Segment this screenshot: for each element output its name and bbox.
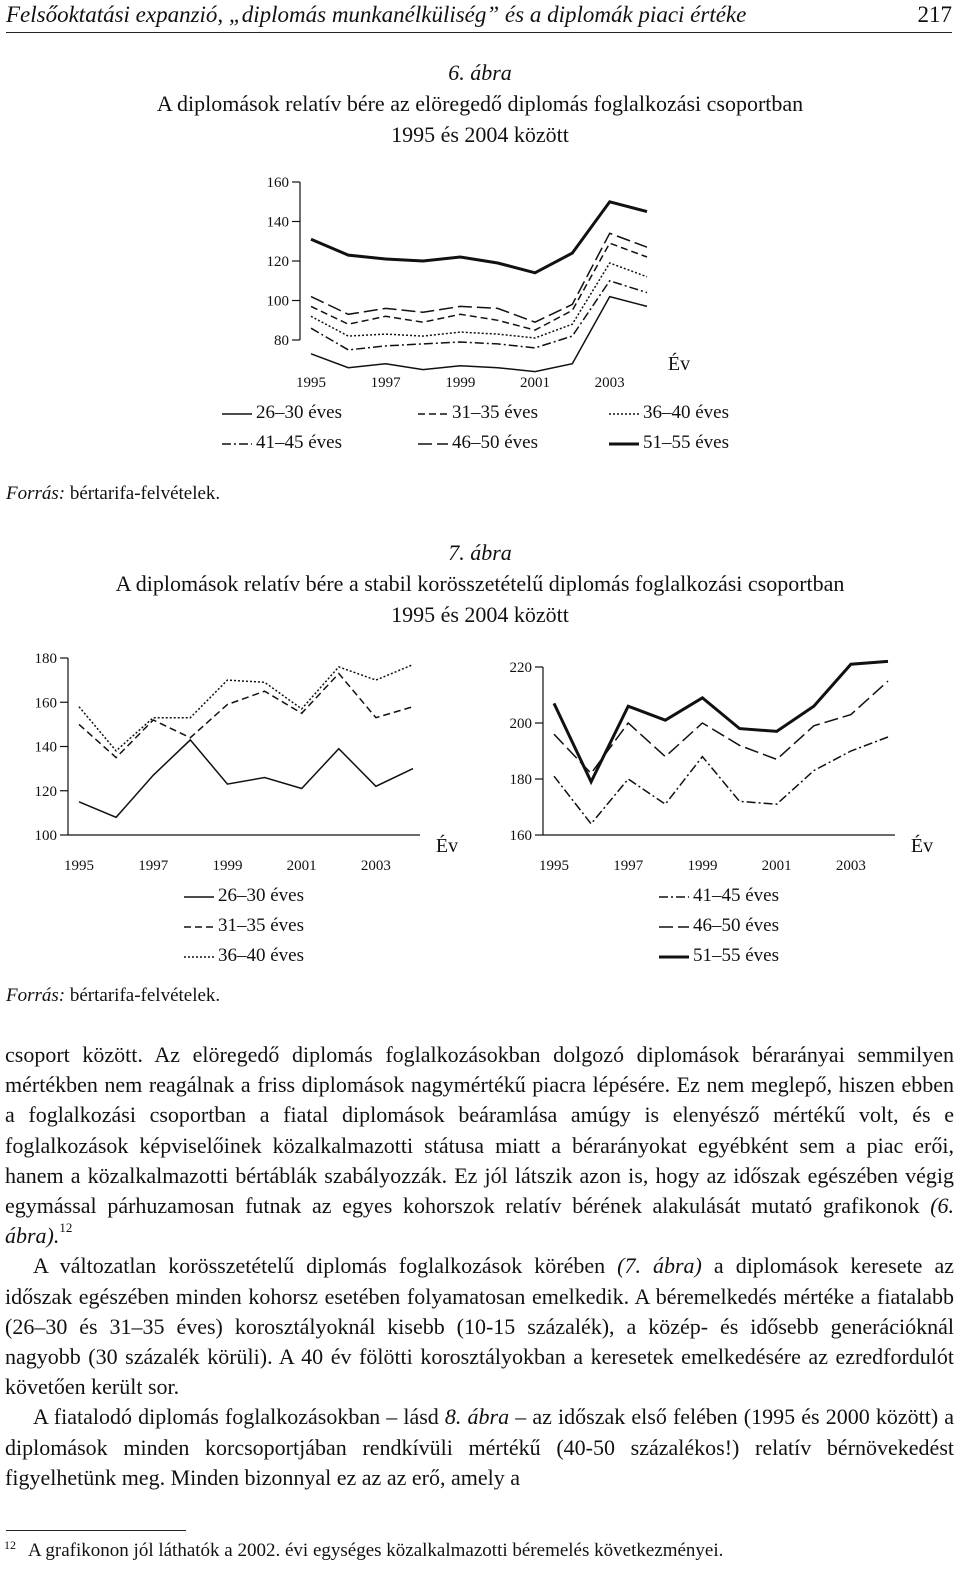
- y-tick-label: 220: [509, 660, 532, 676]
- y-tick-label: 160: [266, 175, 289, 191]
- figure6-subtitle: 1995 és 2004 között: [391, 122, 569, 147]
- running-header: [6, 2, 952, 33]
- figure7-left-chart: [0, 640, 480, 880]
- figure7-right-chart: [480, 640, 960, 880]
- legend-label: 46–50 éves: [693, 915, 780, 936]
- series-line: [554, 661, 888, 781]
- legend-label: 41–45 éves: [256, 432, 343, 453]
- figure7-title: A diplomások relatív bére a stabil korösszetételű diplomás foglalkozási csoportban: [115, 571, 845, 596]
- legend-swatch: [609, 434, 639, 454]
- x-tick-label: 1999: [212, 858, 243, 874]
- footnote-rule: [6, 1530, 186, 1531]
- y-tick-label: 100: [34, 828, 57, 844]
- series-line: [554, 681, 888, 773]
- figure-reference: (6. ábra).: [5, 1193, 955, 1249]
- figure6-source: [6, 483, 220, 505]
- paragraph-text: a diplomások keresete az időszak egészében minden kohorsz esetében folyamatosan emelkedik. A béremelkedés mértéke a fiatalabb (26–30 és 31–35 éves) korosztályoknál kisebb (10-15 százalék), a közép- és idősebb generációknál nagyobb (30 százalék körüli). A 40 év fölötti korosztályokban a keresetek emelkedésére az ezredfordulót követően került sor.: [5, 1253, 955, 1400]
- series-line: [311, 281, 647, 350]
- legend-label: 46–50 éves: [452, 432, 539, 453]
- figure7-source: [6, 985, 220, 1007]
- legend-label: 36–40 éves: [643, 402, 730, 423]
- y-tick-label: 200: [509, 716, 532, 732]
- legend-swatch: [222, 404, 252, 424]
- series-line: [311, 202, 647, 273]
- paragraph: [5, 1402, 954, 1493]
- y-tick-label: 100: [266, 293, 289, 310]
- series-line: [554, 737, 888, 824]
- figure6-label: 6. ábra: [448, 60, 512, 85]
- legend-swatch: [659, 887, 689, 907]
- legend-swatch: [184, 917, 214, 937]
- y-tick-label: 120: [34, 783, 57, 800]
- y-tick-label: 140: [34, 739, 57, 756]
- footnote-number: 12: [4, 1538, 16, 1552]
- legend-swatch: [184, 947, 214, 967]
- paragraph: [5, 1040, 954, 1251]
- legend-swatch: [659, 917, 689, 937]
- legend-swatch: [418, 404, 448, 424]
- figure-reference: 8. ábra: [444, 1404, 510, 1430]
- x-tick-label: 2003: [594, 375, 625, 391]
- legend-swatch: [418, 434, 448, 454]
- source-label: Forrás:: [6, 985, 66, 1006]
- body-text: [5, 1040, 954, 1493]
- figure7-subtitle: 1995 és 2004 között: [391, 602, 569, 627]
- footnote-marker[interactable]: 12: [59, 1220, 73, 1236]
- x-tick-label: 1999: [687, 858, 718, 874]
- x-tick-label: 2001: [761, 858, 792, 874]
- series-line: [79, 674, 413, 758]
- legend-label: 26–30 éves: [256, 402, 343, 423]
- x-tick-label: 1997: [370, 375, 401, 391]
- figure7-label: 7. ábra: [448, 540, 512, 565]
- legend-label: 31–35 éves: [452, 402, 539, 423]
- y-tick-label: 180: [34, 651, 57, 667]
- paragraph-text: A változatlan korösszetételű diplomás foglalkozások körében: [33, 1253, 606, 1279]
- legend-swatch: [184, 887, 214, 907]
- legend-swatch: [222, 434, 252, 454]
- legend-swatch: [609, 404, 639, 424]
- paragraph-text: csoport között. Az elöregedő diplomás foglalkozásokban dolgozó diplomások bérarányai semmilyen mértékben nem reagálnak a friss diplomások nagymértékű piacra lépésére. Ez nem meglepő, hiszen ebben a foglalkozási csoportban a fiatal diplomások beáramlása amúgy is elenyésző mértékű volt, és e foglalkozások képviselőinek közalkalmazotti státusa miatt a bérarányokat egyébként sem a piac erői, hanem a közalkalmazotti bértáblák szabályozzák. Ez jól látszik azon is, hogy az időszak egészében végig egymással párhuzamosan futnak az egyes kohorszok relatív bérének alakulását mutató grafikonok: [5, 1042, 954, 1219]
- footnote: [4, 1538, 724, 1562]
- y-tick-label: 140: [266, 214, 289, 231]
- x-tick-label: 1995: [296, 375, 326, 391]
- x-axis-label: Év: [910, 835, 934, 857]
- legend-label: 31–35 éves: [218, 915, 305, 936]
- y-tick-label: 160: [34, 695, 57, 712]
- page-number: 217: [917, 2, 952, 27]
- paragraph: [5, 1251, 954, 1402]
- x-tick-label: 1995: [64, 858, 94, 874]
- series-line: [79, 740, 413, 817]
- x-tick-label: 1995: [539, 858, 569, 874]
- x-axis-label: Év: [667, 353, 691, 375]
- legend-swatch: [659, 947, 689, 967]
- x-tick-label: 1997: [138, 858, 169, 874]
- legend-label: 36–40 éves: [218, 945, 305, 966]
- y-tick-label: 160: [509, 828, 532, 844]
- x-axis-label: Év: [435, 835, 459, 857]
- x-tick-label: 2003: [360, 858, 391, 874]
- figure6-chart: [0, 160, 960, 400]
- y-tick-label: 80: [274, 333, 289, 349]
- paragraph-text: A fiatalodó diplomás foglalkozásokban – lásd: [33, 1404, 439, 1430]
- legend-label: 51–55 éves: [693, 945, 780, 966]
- footnote-text: A grafikonon jól láthatók a 2002. évi egységes közalkalmazotti béremelés következményei.: [28, 1540, 724, 1561]
- paragraph-text: – az időszak első felében (1995 és 2000 között) a diplomások minden korcsoportjában rendkívüli mértékű (40-50 százalékos!) relatív bérnövekedést figyelhetünk meg. Minden bizonnyal ez az az erő, amely a: [5, 1404, 955, 1490]
- figure6-title: A diplomások relatív bére az elöregedő diplomás foglalkozási csoportban: [156, 91, 804, 116]
- legend-label: 51–55 éves: [643, 432, 730, 453]
- source-text: bértarifa-felvételek.: [69, 985, 221, 1006]
- x-tick-label: 2003: [835, 858, 866, 874]
- y-tick-label: 180: [509, 772, 532, 788]
- y-tick-label: 120: [266, 254, 289, 270]
- source-label: Forrás:: [6, 483, 66, 504]
- x-tick-label: 2001: [520, 375, 550, 391]
- running-title: Felsőoktatási expanzió, „diplomás munkanélküliség” és a diplomák piaci értéke: [6, 2, 747, 27]
- series-line: [79, 665, 413, 751]
- series-line: [311, 233, 647, 322]
- legend-label: 41–45 éves: [693, 885, 780, 906]
- legend-label: 26–30 éves: [218, 885, 305, 906]
- x-tick-label: 1999: [445, 375, 476, 391]
- figure-reference: (7. ábra): [617, 1253, 702, 1279]
- x-tick-label: 2001: [286, 858, 317, 874]
- x-tick-label: 1997: [613, 858, 644, 874]
- source-text: bértarifa-felvételek.: [69, 483, 221, 504]
